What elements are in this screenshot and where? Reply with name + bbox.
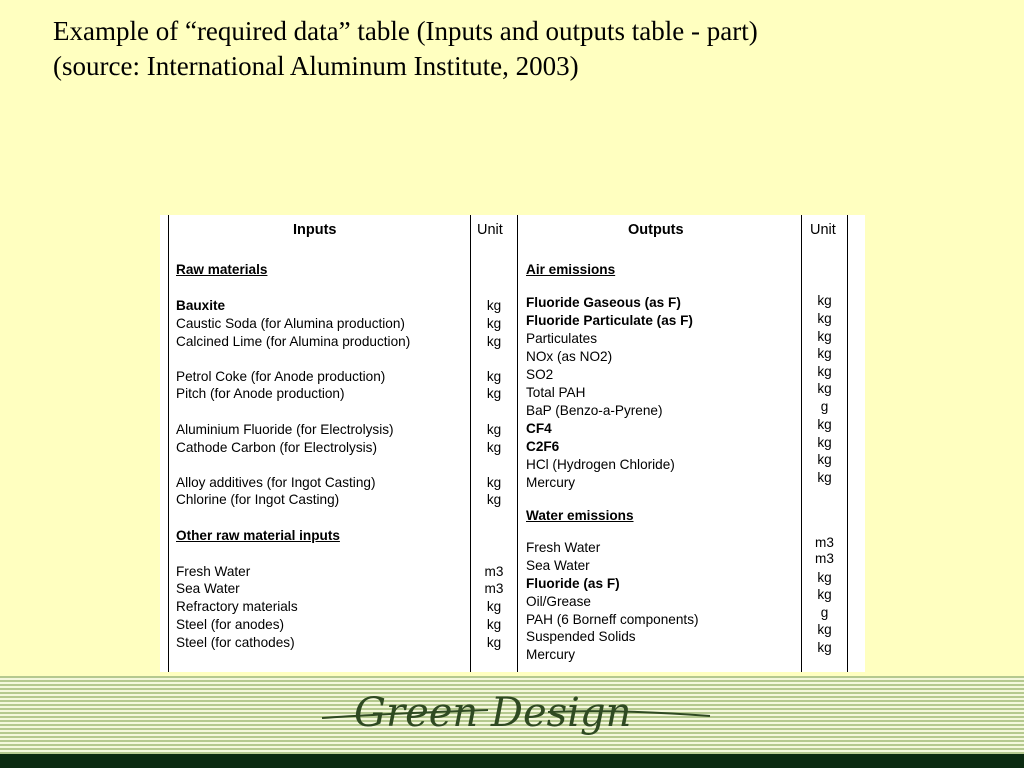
output-row-label: Fresh Water <box>526 540 601 555</box>
output-row-label: Fluoride Gaseous (as F) <box>526 295 681 310</box>
output-row-unit: kg <box>817 435 832 450</box>
title-line-1: Example of “required data” table (Inputs and outputs table - part) <box>53 16 758 46</box>
table-border-left <box>168 215 169 672</box>
input-row-label: Steel (for cathodes) <box>176 635 295 650</box>
output-row-label: BaP (Benzo-a-Pyrene) <box>526 403 663 418</box>
input-row-label: Pitch (for Anode production) <box>176 386 345 401</box>
output-row-label: HCl (Hydrogen Chloride) <box>526 457 675 472</box>
header-unit-outputs: Unit <box>810 222 836 238</box>
input-row-unit: kg <box>486 440 502 455</box>
slide-title <box>53 14 1013 84</box>
input-row-unit: kg <box>486 599 502 614</box>
input-row-label: Chlorine (for Ingot Casting) <box>176 492 340 507</box>
output-row-unit: kg <box>817 329 832 344</box>
output-row-unit: kg <box>817 417 832 432</box>
output-section-label: Air emissions <box>526 262 616 277</box>
input-row-unit: m3 <box>484 564 504 579</box>
input-row-unit: kg <box>486 617 502 632</box>
output-row-label: C2F6 <box>526 439 560 454</box>
input-row-unit: kg <box>486 475 502 490</box>
input-row-unit: kg <box>486 334 502 349</box>
output-section-label: Water emissions <box>526 508 634 523</box>
input-row-label: Cathode Carbon (for Electrolysis) <box>176 440 377 455</box>
output-row-unit: g <box>820 399 829 414</box>
input-row-label: Bauxite <box>176 298 226 313</box>
input-section-label: Other raw material inputs <box>176 528 340 543</box>
input-row-label: Alloy additives (for Ingot Casting) <box>176 475 376 490</box>
output-row-label: Particulates <box>526 331 598 346</box>
output-row-unit: kg <box>817 346 832 361</box>
input-row-unit: kg <box>486 386 502 401</box>
output-row-unit: m3 <box>815 535 834 550</box>
header-outputs: Outputs <box>628 222 684 238</box>
table-border-right <box>847 215 848 672</box>
output-row-label: Total PAH <box>526 385 586 400</box>
input-row-label: Refractory materials <box>176 599 298 614</box>
output-row-unit: kg <box>817 622 832 637</box>
title-line-2: (source: International Aluminum Institute, 2003) <box>53 51 579 81</box>
output-row-label: SO2 <box>526 367 554 382</box>
output-row-label: Mercury <box>526 647 576 662</box>
output-row-label: Fluoride Particulate (as F) <box>526 313 693 328</box>
output-row-label: Suspended Solids <box>526 629 636 644</box>
output-row-label: Fluoride (as F) <box>526 576 620 591</box>
output-row-label: Oil/Grease <box>526 594 591 609</box>
output-row-unit: m3 <box>815 551 834 566</box>
logo-text: Green Design <box>354 690 632 736</box>
output-row-unit: kg <box>817 381 832 396</box>
input-row-label: Caustic Soda (for Alumina production) <box>176 316 405 331</box>
input-row-label: Calcined Lime (for Alumina production) <box>176 334 411 349</box>
output-row-unit: kg <box>817 293 832 308</box>
output-row-unit: kg <box>817 587 832 602</box>
input-row-unit: kg <box>486 316 502 331</box>
input-row-unit: kg <box>486 635 502 650</box>
input-row-unit: kg <box>486 492 502 507</box>
output-row-unit: kg <box>817 311 832 326</box>
output-row-unit: kg <box>817 452 832 467</box>
table-divider-unit-outputs <box>517 215 518 672</box>
output-row-label: CF4 <box>526 421 552 436</box>
input-row-label: Steel (for anodes) <box>176 617 285 632</box>
input-row-unit: kg <box>486 422 502 437</box>
output-row-label: Mercury <box>526 475 576 490</box>
input-row-label: Sea Water <box>176 581 240 596</box>
output-row-unit: g <box>820 605 829 620</box>
footer-bottom-bar <box>0 754 1024 768</box>
output-row-unit: kg <box>817 640 832 655</box>
output-row-label: Sea Water <box>526 558 590 573</box>
output-row-label: PAH (6 Borneff components) <box>526 612 699 627</box>
required-data-table <box>160 215 865 672</box>
output-row-label: NOx (as NO2) <box>526 349 613 364</box>
green-design-logo <box>318 682 718 748</box>
input-row-label: Petrol Coke (for Anode production) <box>176 369 386 384</box>
output-row-unit: kg <box>817 470 832 485</box>
input-section-label: Raw materials <box>176 262 268 277</box>
header-inputs: Inputs <box>293 222 337 238</box>
input-row-label: Fresh Water <box>176 564 251 579</box>
output-row-unit: kg <box>817 364 832 379</box>
output-row-unit: kg <box>817 570 832 585</box>
header-unit-inputs: Unit <box>477 222 503 238</box>
input-row-unit: kg <box>486 298 502 313</box>
input-row-label: Aluminium Fluoride (for Electrolysis) <box>176 422 394 437</box>
input-row-unit: kg <box>486 369 502 384</box>
input-row-unit: m3 <box>484 581 504 596</box>
